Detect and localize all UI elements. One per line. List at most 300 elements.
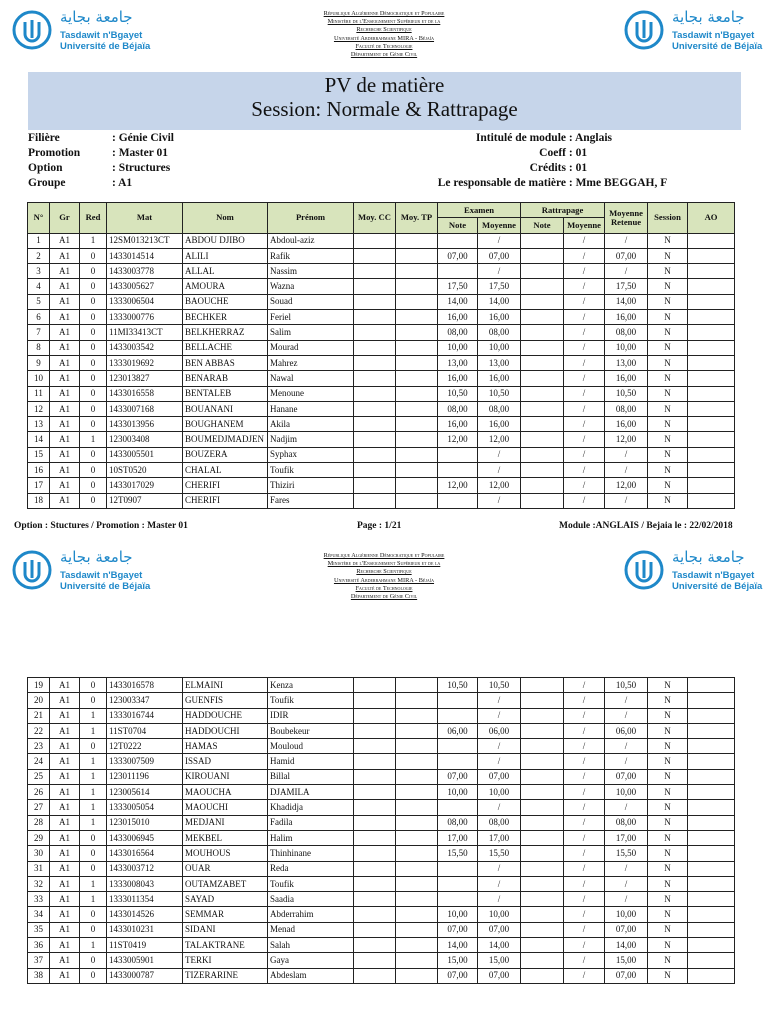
cell-prenom: Gaya: [268, 953, 354, 968]
cell-moy-cc: [354, 830, 396, 845]
cell-mat: 1433006945: [107, 830, 183, 845]
info-value: : Structures: [112, 162, 171, 174]
cell-num: 13: [28, 417, 50, 432]
cell-red: 0: [80, 953, 107, 968]
cell-nom: SAYAD: [183, 892, 268, 907]
logo-line-1: Tasdawit n'Bgayet: [60, 30, 143, 41]
cell-nom: MAOUCHI: [183, 800, 268, 815]
cell-nom: OUTAMZABET: [183, 876, 268, 891]
institution-line: Ministère de l'Enseignement Supérieur et de la: [327, 560, 441, 568]
cell-prenom: Toufik: [268, 463, 354, 478]
table-row: [28, 861, 735, 876]
header-ao: AO: [688, 203, 735, 234]
info-key: Coeff: [539, 147, 566, 159]
cell-ao: [688, 693, 735, 708]
cell-red: 0: [80, 310, 107, 325]
cell-prenom: Abderrahim: [268, 907, 354, 922]
cell-moy-tp: [396, 493, 438, 508]
cell-moy-cc: [354, 693, 396, 708]
institution-line: Faculté de Technologie: [355, 584, 413, 592]
cell-nom: ABDOU DJIBO: [183, 233, 268, 248]
cell-nom: ALLAL: [183, 264, 268, 279]
grades-table-page-2: [27, 677, 735, 984]
cell-exam-moyenne: /: [478, 754, 521, 769]
cell-exam-note: 13,00: [438, 355, 478, 370]
table-row: [28, 693, 735, 708]
cell-moy-tp: [396, 968, 438, 983]
cell-moy-tp: [396, 340, 438, 355]
cell-ao: [688, 907, 735, 922]
info-value: : A1: [112, 177, 133, 189]
cell-session: N: [648, 248, 688, 263]
cell-num: 30: [28, 846, 50, 861]
cell-red: 0: [80, 739, 107, 754]
cell-num: 8: [28, 340, 50, 355]
cell-ratt-moyenne: /: [564, 922, 605, 937]
cell-mat: 123003408: [107, 432, 183, 447]
cell-exam-note: 14,00: [438, 938, 478, 953]
cell-num: 14: [28, 432, 50, 447]
cell-red: 1: [80, 723, 107, 738]
cell-red: 0: [80, 922, 107, 937]
cell-ratt-moyenne: /: [564, 968, 605, 983]
cell-moy-tp: [396, 739, 438, 754]
table-row: [28, 401, 735, 416]
cell-moy-cc: [354, 386, 396, 401]
cell-mat: 1333008043: [107, 876, 183, 891]
cell-exam-note: 12,00: [438, 478, 478, 493]
cell-nom: HADDOUCHI: [183, 723, 268, 738]
institution-line: Département de Génie Civil: [350, 51, 418, 59]
cell-exam-moyenne: /: [478, 233, 521, 248]
cell-moy-cc: [354, 785, 396, 800]
institution-line: Faculté de Technologie: [355, 42, 413, 50]
cell-ratt-note: [521, 876, 564, 891]
cell-session: N: [648, 861, 688, 876]
cell-moy-tp: [396, 830, 438, 845]
table-row: [28, 325, 735, 340]
cell-moy-tp: [396, 355, 438, 370]
cell-prenom: Toufik: [268, 876, 354, 891]
info-key: Le responsable de matière: [437, 177, 566, 189]
cell-ratt-note: [521, 815, 564, 830]
cell-mat: 11ST0704: [107, 723, 183, 738]
cell-exam-moyenne: 14,00: [478, 294, 521, 309]
cell-ratt-moyenne: /: [564, 447, 605, 462]
cell-exam-moyenne: 10,50: [478, 678, 521, 693]
cell-exam-note: 08,00: [438, 325, 478, 340]
cell-moy-cc: [354, 463, 396, 478]
cell-gr: A1: [50, 325, 80, 340]
cell-session: N: [648, 325, 688, 340]
cell-prenom: Reda: [268, 861, 354, 876]
cell-moyenne-retenue: /: [605, 493, 648, 508]
cell-session: N: [648, 478, 688, 493]
cell-moy-tp: [396, 800, 438, 815]
cell-mat: 1433005501: [107, 447, 183, 462]
cell-exam-note: 17,00: [438, 830, 478, 845]
cell-session: N: [648, 968, 688, 983]
logo-line-2: Université de Béjaïa: [672, 41, 763, 52]
table-row: [28, 785, 735, 800]
cell-moyenne-retenue: 16,00: [605, 371, 648, 386]
table-row: [28, 953, 735, 968]
cell-ratt-note: [521, 830, 564, 845]
cell-nom: ALILI: [183, 248, 268, 263]
table-row: [28, 769, 735, 784]
cell-ratt-moyenne: /: [564, 248, 605, 263]
cell-mat: 1333000776: [107, 310, 183, 325]
document-title: PV de matière: [324, 73, 445, 97]
footer-page: Page : 1/21: [357, 521, 402, 531]
logo-line-1: Tasdawit n'Bgayet: [672, 570, 755, 581]
cell-moyenne-retenue: /: [605, 463, 648, 478]
cell-ao: [688, 493, 735, 508]
cell-exam-note: 10,00: [438, 785, 478, 800]
cell-gr: A1: [50, 355, 80, 370]
cell-mat: 1333005054: [107, 800, 183, 815]
cell-nom: OUAR: [183, 861, 268, 876]
cell-moy-cc: [354, 264, 396, 279]
cell-exam-note: [438, 463, 478, 478]
cell-red: 0: [80, 355, 107, 370]
cell-moyenne-retenue: 12,00: [605, 432, 648, 447]
cell-prenom: Nawal: [268, 371, 354, 386]
cell-moyenne-retenue: /: [605, 754, 648, 769]
cell-ratt-moyenne: /: [564, 264, 605, 279]
cell-gr: A1: [50, 248, 80, 263]
cell-num: 28: [28, 815, 50, 830]
cell-ratt-note: [521, 861, 564, 876]
header-moy-cc: Moy. CC: [354, 203, 396, 234]
cell-moy-cc: [354, 708, 396, 723]
cell-ao: [688, 463, 735, 478]
cell-prenom: Nadjim: [268, 432, 354, 447]
cell-nom: BECHKER: [183, 310, 268, 325]
cell-session: N: [648, 279, 688, 294]
table-row: [28, 264, 735, 279]
header-rattrapage: Rattrapage: [521, 203, 605, 218]
cell-moy-tp: [396, 708, 438, 723]
cell-ao: [688, 478, 735, 493]
cell-moyenne-retenue: 07,00: [605, 248, 648, 263]
cell-num: 36: [28, 938, 50, 953]
cell-gr: A1: [50, 432, 80, 447]
cell-red: 1: [80, 815, 107, 830]
cell-gr: A1: [50, 769, 80, 784]
cell-nom: TIZERARINE: [183, 968, 268, 983]
cell-mat: 11MI33413CT: [107, 325, 183, 340]
cell-ratt-note: [521, 493, 564, 508]
cell-gr: A1: [50, 264, 80, 279]
cell-moyenne-retenue: /: [605, 693, 648, 708]
cell-ao: [688, 723, 735, 738]
cell-ao: [688, 938, 735, 953]
cell-ao: [688, 310, 735, 325]
cell-moy-tp: [396, 754, 438, 769]
cell-nom: GUENFIS: [183, 693, 268, 708]
cell-nom: BOUMEDJMADJEN: [183, 432, 268, 447]
cell-gr: A1: [50, 678, 80, 693]
cell-num: 23: [28, 739, 50, 754]
cell-moyenne-retenue: 17,50: [605, 279, 648, 294]
cell-exam-moyenne: 16,00: [478, 371, 521, 386]
cell-moy-tp: [396, 876, 438, 891]
cell-num: 35: [28, 922, 50, 937]
table-body-page-2: [28, 678, 735, 984]
cell-exam-note: 07,00: [438, 769, 478, 784]
cell-ratt-moyenne: /: [564, 340, 605, 355]
cell-gr: A1: [50, 708, 80, 723]
cell-session: N: [648, 876, 688, 891]
cell-exam-moyenne: /: [478, 463, 521, 478]
table-row: [28, 846, 735, 861]
grades-table-page-1: [27, 202, 735, 509]
cell-prenom: Fares: [268, 493, 354, 508]
cell-exam-moyenne: 10,50: [478, 386, 521, 401]
cell-exam-moyenne: /: [478, 892, 521, 907]
university-emblem-icon: [624, 550, 664, 590]
cell-red: 0: [80, 264, 107, 279]
cell-ao: [688, 325, 735, 340]
institution-line: Recherche Scientifique: [356, 26, 412, 34]
cell-moy-cc: [354, 248, 396, 263]
cell-exam-moyenne: /: [478, 708, 521, 723]
cell-exam-note: [438, 876, 478, 891]
info-value: : Mme BEGGAH, F: [568, 177, 668, 189]
university-emblem-icon: [12, 10, 52, 50]
cell-moyenne-retenue: 13,00: [605, 355, 648, 370]
cell-session: N: [648, 355, 688, 370]
cell-session: N: [648, 800, 688, 815]
cell-mat: 1433014526: [107, 907, 183, 922]
cell-moy-cc: [354, 754, 396, 769]
cell-moy-cc: [354, 233, 396, 248]
cell-moyenne-retenue: 08,00: [605, 815, 648, 830]
cell-ao: [688, 248, 735, 263]
document-subtitle: Session: Normale & Rattrapage: [251, 97, 518, 121]
cell-ratt-moyenne: /: [564, 401, 605, 416]
cell-exam-note: [438, 233, 478, 248]
cell-moyenne-retenue: 16,00: [605, 417, 648, 432]
cell-mat: 1333019692: [107, 355, 183, 370]
cell-exam-note: [438, 693, 478, 708]
university-emblem-icon: [624, 10, 664, 50]
header-nom: Nom: [183, 203, 268, 234]
cell-session: N: [648, 264, 688, 279]
cell-nom: BOUGHANEM: [183, 417, 268, 432]
cell-moyenne-retenue: 07,00: [605, 922, 648, 937]
cell-ratt-note: [521, 953, 564, 968]
cell-prenom: Fadila: [268, 815, 354, 830]
cell-ao: [688, 386, 735, 401]
info-value: : 01: [568, 147, 588, 159]
cell-moy-cc: [354, 861, 396, 876]
cell-ratt-note: [521, 754, 564, 769]
cell-exam-moyenne: 16,00: [478, 417, 521, 432]
logo-line-2: Université de Béjaïa: [60, 41, 151, 52]
cell-num: 19: [28, 678, 50, 693]
cell-red: 1: [80, 754, 107, 769]
cell-moyenne-retenue: /: [605, 892, 648, 907]
cell-mat: 1433013956: [107, 417, 183, 432]
cell-exam-moyenne: 08,00: [478, 325, 521, 340]
cell-moy-tp: [396, 846, 438, 861]
cell-gr: A1: [50, 401, 80, 416]
cell-nom: AMOURA: [183, 279, 268, 294]
cell-mat: 123015010: [107, 815, 183, 830]
table-row: [28, 294, 735, 309]
cell-nom: BENARAB: [183, 371, 268, 386]
cell-exam-note: 16,00: [438, 371, 478, 386]
cell-moy-tp: [396, 233, 438, 248]
cell-ao: [688, 830, 735, 845]
cell-exam-note: [438, 447, 478, 462]
header-session: Session: [648, 203, 688, 234]
cell-moyenne-retenue: 14,00: [605, 294, 648, 309]
cell-gr: A1: [50, 279, 80, 294]
institution-header-p2: [244, 552, 524, 601]
cell-ao: [688, 892, 735, 907]
cell-exam-moyenne: /: [478, 693, 521, 708]
table-row: [28, 279, 735, 294]
cell-num: 15: [28, 447, 50, 462]
header-rattrapage-note: Note: [521, 218, 564, 233]
cell-red: 1: [80, 708, 107, 723]
cell-moy-tp: [396, 723, 438, 738]
cell-ratt-note: [521, 447, 564, 462]
cell-moyenne-retenue: 07,00: [605, 968, 648, 983]
cell-red: 0: [80, 907, 107, 922]
institution-line: Recherche Scientifique: [356, 568, 412, 576]
cell-session: N: [648, 785, 688, 800]
table-row: [28, 386, 735, 401]
cell-prenom: Billal: [268, 769, 354, 784]
cell-ratt-moyenne: /: [564, 830, 605, 845]
cell-prenom: Khadidja: [268, 800, 354, 815]
cell-gr: A1: [50, 953, 80, 968]
cell-num: 11: [28, 386, 50, 401]
cell-moy-tp: [396, 417, 438, 432]
table-row: [28, 478, 735, 493]
cell-nom: SEMMAR: [183, 907, 268, 922]
cell-exam-note: [438, 708, 478, 723]
cell-moyenne-retenue: 10,00: [605, 785, 648, 800]
cell-exam-moyenne: 14,00: [478, 938, 521, 953]
cell-mat: 1333016744: [107, 708, 183, 723]
cell-session: N: [648, 693, 688, 708]
cell-red: 0: [80, 401, 107, 416]
cell-exam-moyenne: /: [478, 493, 521, 508]
table-row: [28, 447, 735, 462]
cell-gr: A1: [50, 294, 80, 309]
cell-exam-note: 14,00: [438, 294, 478, 309]
cell-prenom: Kenza: [268, 678, 354, 693]
table-row: [28, 922, 735, 937]
cell-num: 17: [28, 478, 50, 493]
cell-num: 18: [28, 493, 50, 508]
institution-line: Ministère de l'Enseignement Supérieur et de la: [327, 18, 441, 26]
cell-ratt-note: [521, 248, 564, 263]
cell-moy-tp: [396, 907, 438, 922]
info-value: : 01: [568, 162, 588, 174]
cell-num: 31: [28, 861, 50, 876]
cell-moy-tp: [396, 310, 438, 325]
cell-mat: 1433000787: [107, 968, 183, 983]
cell-ao: [688, 846, 735, 861]
cell-exam-note: 15,00: [438, 953, 478, 968]
cell-ao: [688, 432, 735, 447]
cell-ratt-note: [521, 279, 564, 294]
cell-exam-note: 10,50: [438, 386, 478, 401]
cell-gr: A1: [50, 785, 80, 800]
table-row: [28, 233, 735, 248]
cell-ratt-note: [521, 371, 564, 386]
header-examen: Examen: [438, 203, 521, 218]
document-title-box: [28, 72, 741, 130]
cell-mat: 12T0222: [107, 739, 183, 754]
cell-exam-note: [438, 754, 478, 769]
cell-num: 3: [28, 264, 50, 279]
cell-ao: [688, 401, 735, 416]
cell-nom: SIDANI: [183, 922, 268, 937]
cell-moy-cc: [354, 815, 396, 830]
cell-ao: [688, 233, 735, 248]
cell-exam-note: 07,00: [438, 922, 478, 937]
university-emblem-icon: [12, 550, 52, 590]
cell-gr: A1: [50, 371, 80, 386]
header-examen-note: Note: [438, 218, 478, 233]
cell-exam-note: 10,00: [438, 907, 478, 922]
cell-ratt-note: [521, 417, 564, 432]
cell-red: 1: [80, 432, 107, 447]
table-row: [28, 417, 735, 432]
cell-moyenne-retenue: 15,00: [605, 953, 648, 968]
university-logo-right-p2: [622, 548, 768, 592]
table-row: [28, 907, 735, 922]
cell-ratt-moyenne: /: [564, 876, 605, 891]
cell-mat: 1433016558: [107, 386, 183, 401]
cell-red: 0: [80, 417, 107, 432]
cell-nom: BOUANANI: [183, 401, 268, 416]
cell-gr: A1: [50, 463, 80, 478]
info-key: Option: [28, 162, 63, 174]
cell-nom: BENTALEB: [183, 386, 268, 401]
cell-red: 1: [80, 769, 107, 784]
cell-moy-tp: [396, 769, 438, 784]
cell-nom: BEN ABBAS: [183, 355, 268, 370]
cell-ratt-moyenne: /: [564, 279, 605, 294]
cell-ratt-note: [521, 478, 564, 493]
info-right: [416, 131, 667, 191]
cell-ratt-moyenne: /: [564, 325, 605, 340]
cell-num: 24: [28, 754, 50, 769]
table-row: [28, 876, 735, 891]
cell-nom: MEKBEL: [183, 830, 268, 845]
university-logo-left: [10, 8, 160, 52]
cell-ratt-moyenne: /: [564, 769, 605, 784]
cell-exam-note: 08,00: [438, 815, 478, 830]
cell-num: 20: [28, 693, 50, 708]
cell-ratt-moyenne: /: [564, 432, 605, 447]
header-red: Red: [80, 203, 107, 234]
cell-moy-tp: [396, 264, 438, 279]
cell-gr: A1: [50, 800, 80, 815]
cell-exam-note: [438, 264, 478, 279]
cell-mat: 1333011354: [107, 892, 183, 907]
cell-prenom: Syphax: [268, 447, 354, 462]
cell-ratt-moyenne: /: [564, 478, 605, 493]
